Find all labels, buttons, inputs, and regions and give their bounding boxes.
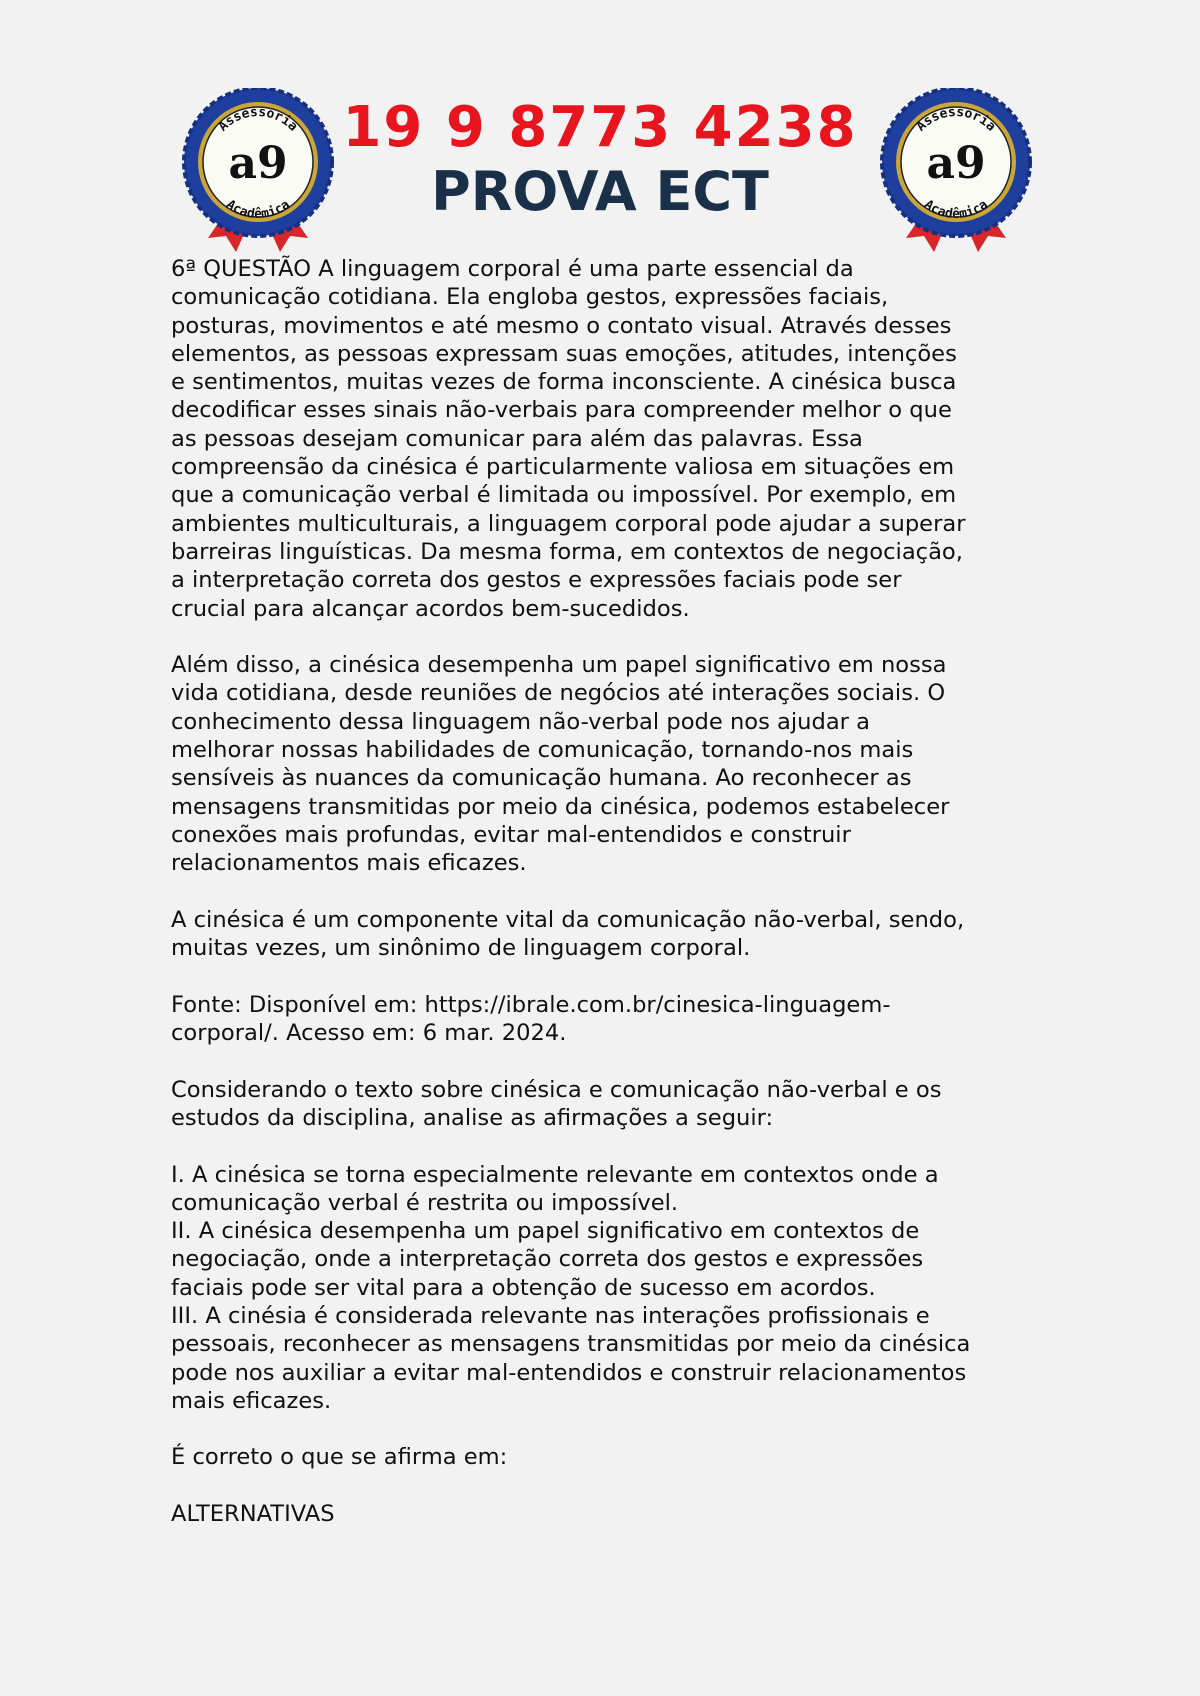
svg-text:a9: a9 — [926, 138, 986, 189]
alternatives-heading: ALTERNATIVAS — [171, 1501, 335, 1528]
question-body — [171, 255, 1041, 1557]
svg-text:Assessoria: Assessoria — [913, 104, 999, 135]
answer-prompt: É correto o que se afirma em: — [171, 1444, 508, 1471]
question-prompt: Considerando o texto sobre cinésica e comunicação não-verbal e os estudos da disciplina, analise as afirmações a seguir: — [171, 1076, 942, 1131]
seal-right-logo — [876, 88, 1036, 258]
contact-phone: 19 9 8773 4238 — [342, 95, 858, 160]
svg-text:a9: a9 — [228, 138, 288, 189]
question-paragraph-intro: 6ª QUESTÃO A linguagem corporal é uma parte essencial da comunicação cotidiana. Ela engloba gestos, expressões faciais, posturas, movimentos e até mesmo o contato visual. Através desses elementos, as pessoas expressam suas emoções, atitudes, intenções e sentimentos, muitas vezes de forma inconsciente. A cinésica busca decodificar esses sinais não-verbais para compreender melhor o que as pessoas desejam comunicar para além das palavras. Essa compreensão da cinésica é particularmente valiosa em situações em que a comunicação verbal é limitada ou impossível. Por exemplo, em ambientes multiculturais, a linguagem corporal pode ajudar a superar barreiras linguísticas. Da mesma forma, em contextos de negociação, a interpretação correta dos gestos e expressões faciais pode ser crucial para alcançar acordos bem-sucedidos. — [171, 256, 966, 622]
seal-left-logo — [178, 88, 338, 258]
statements-list: I. A cinésica se torna especialmente relevante em contextos onde a comunicação verbal é restrita ou impossível. II. A cinésica desempenha um papel significativo em contextos de negociação, onde a interpretação correta dos gestos e expressões faciais pode ser vital para a obtenção de sucesso em acordos. III. A cinésia é considerada relevante nas interações profissionais e pessoais, reconhecer as mensagens transmitidas por meio da cinésica pode nos auxiliar a evitar mal-entendidos e construir relacionamentos mais eficazes. — [171, 1161, 971, 1414]
page-title: PROVA ECT — [431, 160, 769, 223]
svg-text:Assessoria: Assessoria — [215, 104, 301, 135]
svg-text:Acadêmica: Acadêmica — [921, 197, 991, 222]
question-paragraph-2: Além disso, a cinésica desempenha um papel significativo em nossa vida cotidiana, desde reuniões de negócios até interações sociais. O conhecimento dessa linguagem não-verbal pode nos ajudar a melhorar nossas habilidades de comunicação, tornando-nos mais sensíveis às nuances da comunicação humana. Ao reconhecer as mensagens transmitidas por meio da cinésica, podemos estabelecer conexões mais profundas, evitar mal-entendidos e construir relacionamentos mais eficazes. — [171, 652, 950, 877]
source-citation: Fonte: Disponível em: https://ibrale.com.br/cinesica-linguagem- corporal/. Acesso em: 6 mar. 2024. — [171, 991, 891, 1047]
document-header — [330, 96, 870, 224]
svg-text:Acadêmica: Acadêmica — [223, 197, 293, 222]
question-paragraph-3: A cinésica é um componente vital da comunicação não-verbal, sendo, muitas vezes, um sinônimo de linguagem corporal. — [171, 906, 965, 962]
